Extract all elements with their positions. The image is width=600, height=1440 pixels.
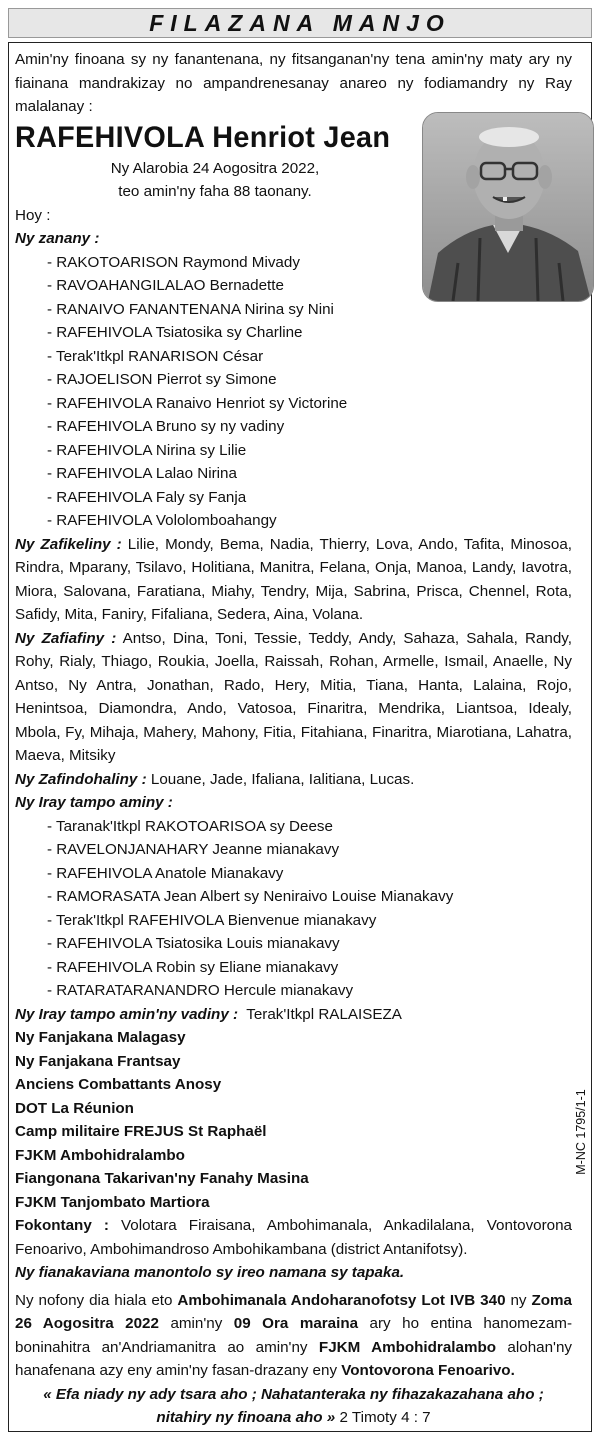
list-item: - RAKOTOARISON Raymond Mivady [47, 253, 300, 271]
list-item: - RATARATARANANDRO Hercule mianakavy [47, 982, 354, 999]
great-great-grandchildren-names: Louane, Jade, Ifaliana, Ialitiana, Lucas. [150, 770, 415, 788]
fokontany-names: Volotara Firaisana, Ambohimanala, Ankadilalana, Vontovorona Fenoarivo, Ambohimandroso Ambohikambana (district Antanifotsy). [15, 1217, 573, 1258]
list-item: - RAVOAHANGILALAO Bernadette [47, 277, 284, 294]
siblings-list [15, 815, 572, 1003]
siblings-heading: Ny Iray tampo aminy : [15, 794, 173, 811]
institution-item: Camp militaire FREJUS St Raphaël [15, 1123, 267, 1140]
spouse-siblings-heading: Ny Iray tampo amin'ny vadiny : [15, 1005, 239, 1023]
bible-verse [15, 1383, 572, 1430]
fokontany-heading: Fokontany : [15, 1217, 109, 1234]
list-item: - RAFEHIVOLA Tsiatosika sy Charline [47, 324, 303, 341]
children-list [15, 251, 572, 533]
grandchildren-heading: Ny Zafikeliny : [15, 535, 122, 553]
burial-date: Zoma 26 Aogositra 2022 [15, 1291, 572, 1332]
list-item: - Terak'Itkpl RAFEHIVOLA Bienvenue mianakavy [47, 911, 377, 929]
list-item: - RAFEHIVOLA Nirina sy Lilie [47, 441, 247, 459]
list-item: - RAMORASATA Jean Albert sy Neniraivo Louise Mianakavy [47, 888, 454, 905]
burial-text: Ny nofony dia hiala eto [15, 1291, 178, 1309]
header-banner [8, 8, 592, 38]
fokontany-paragraph [15, 1214, 572, 1261]
institution-item: FJKM Ambohidralambo [15, 1146, 185, 1164]
notice-body [15, 48, 572, 1430]
children-heading: Ny zanany : [15, 230, 100, 247]
burial-text: amin'ny [158, 1315, 234, 1332]
list-item: - RAFEHIVOLA Bruno sy ny vadiny [47, 418, 285, 435]
reference-code-box [566, 1085, 596, 1185]
burial-church: FJKM Ambohidralambo [318, 1338, 497, 1356]
list-item: - RAFEHIVOLA Vololomboahangy [47, 512, 277, 529]
list-item: - RAFEHIVOLA Lalao Nirina [47, 465, 237, 482]
great-grandchildren-paragraph [15, 627, 572, 768]
spouse-siblings-paragraph [15, 1003, 572, 1027]
institution-item: Anciens Combattants Anosy [15, 1076, 222, 1093]
burial-text: alohan'ny hanafenana azy eny amin'ny fasan-drazany eny [15, 1338, 572, 1379]
institution-item: Ny Fanjakana Frantsay [15, 1052, 181, 1070]
great-grandchildren-names: Antso, Dina, Toni, Tessie, Teddy, Andy, Sahaza, Sahala, Randy, Rohy, Rialy, Thiago, Roukia, Joella, Raissah, Rohan, Armelle, Ismail, Anaelle, Ny Antso, Ny Antra, Jonathan, Rado, Hery, Mitia, Tiana, Hanta, Lalaina, Rojo, Henintsoa, Diamondra, Ando, Vatosoa, Finaritra, Mendrika, Liantsoa, Idealy, Mbola, Fy, Mihaja, Mahery, Mahony, Fitia, Fitahiana, Finaritra, Miarotiana, Lahatra, Maeva, Mitsiky [15, 629, 572, 764]
reference-code: M-NC 1795/1-1 [574, 1089, 588, 1175]
verse-reference: 2 Timoty 4 : 7 [335, 1409, 431, 1426]
intro-text: Amin'ny finoana sy ny fanantenana, ny fitsanganan'ny tena amin'ny maty ary ny fiainana mandrakizay no ampandrenesanay anareo ny fodiamandry ny Ray malalanay : [15, 51, 572, 115]
burial-time: 09 Ora maraina [233, 1315, 359, 1332]
burial-place: Ambohimanala Andoharanofotsy Lot IVB 340 [177, 1291, 506, 1309]
burial-paragraph [15, 1289, 572, 1383]
great-great-grandchildren-paragraph [15, 768, 572, 792]
great-grandchildren-heading: Ny Zafiafiny : [15, 629, 117, 647]
burial-tomb: Vontovorona Fenoarivo. [341, 1362, 515, 1379]
list-item: - RAFEHIVOLA Ranaivo Henriot sy Victorine [47, 394, 348, 412]
banner-title: FILAZANA MANJO [149, 9, 451, 36]
list-item: - RAFEHIVOLA Anatole Mianakavy [47, 864, 284, 882]
hoy-label: Hoy : [15, 206, 51, 224]
institution-item: DOT La Réunion [15, 1099, 134, 1117]
list-item: - RAVELONJANAHARY Jeanne mianakavy [47, 841, 340, 858]
institution-item: Fiangonana Takarivan'ny Fanahy Masina [15, 1170, 309, 1187]
list-item: - RANAIVO FANANTENANA Nirina sy Nini [47, 300, 334, 318]
institution-item: FJKM Tanjombato Martiora [15, 1193, 210, 1211]
family-closing: Ny fianakaviana manontolo sy ireo namana sy tapaka. [15, 1264, 405, 1281]
list-item: - RAFEHIVOLA Faly sy Fanja [47, 488, 247, 506]
grandchildren-paragraph [15, 533, 572, 627]
burial-text: ary ho entina hanomezam-boninahitra an'Andriamanitra ao amin'ny [15, 1315, 572, 1356]
list-item: - RAJOELISON Pierrot sy Simone [47, 371, 277, 388]
death-age: teo amin'ny faha 88 taonany. [118, 183, 312, 200]
death-date: Ny Alarobia 24 Aogositra 2022, [110, 159, 320, 177]
spouse-siblings-names: Terak'Itkpl RALAISEZA [246, 1005, 402, 1023]
list-item: - Taranak'Itkpl RAKOTOARISOA sy Deese [47, 817, 333, 835]
deceased-name: RAFEHIVOLA Henriot Jean [15, 120, 391, 154]
institution-item: Ny Fanjakana Malagasy [15, 1029, 186, 1046]
burial-text: ny [505, 1291, 532, 1309]
list-item: - RAFEHIVOLA Robin sy Eliane mianakavy [47, 958, 339, 976]
list-item: - Terak'Itkpl RANARISON César [47, 347, 264, 365]
verse-quote: « Efa niady ny ady tsara aho ; Nahatanteraka ny fihazakazahana aho ; nitahiry ny finoana aho » [43, 1385, 544, 1426]
great-great-grandchildren-heading: Ny Zafindohaliny : [15, 770, 147, 788]
grandchildren-names: Lilie, Mondy, Bema, Nadia, Thierry, Lova, Ando, Tafita, Minosoa, Rindra, Mparany, Tsilavo, Holitiana, Manitra, Felana, Onja, Manoa, Landy, Iavotra, Miora, Salovana, Faratiana, Miahy, Tendry, Mija, Sabrina, Prisca, Chennel, Rota, Safidy, Mita, Faniry, Fifaliana, Sedera, Aina, Volana. [15, 535, 573, 623]
list-item: - RAFEHIVOLA Tsiatosika Louis mianakavy [47, 935, 340, 952]
